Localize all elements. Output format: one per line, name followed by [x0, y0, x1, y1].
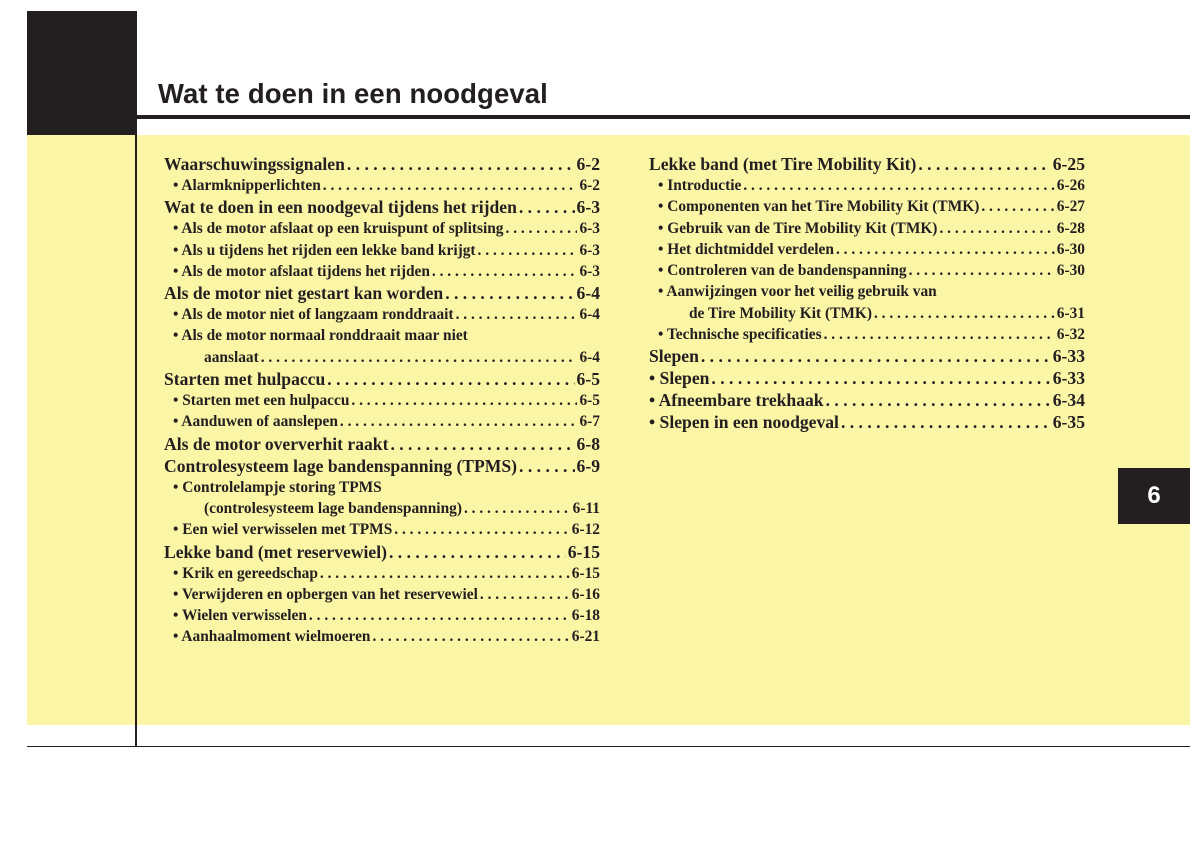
toc-leader-dots	[519, 455, 575, 477]
toc-leader-dots	[909, 260, 1055, 281]
toc-leader-dots	[836, 239, 1055, 260]
toc-leader-dots	[347, 153, 575, 175]
toc-entry-text: • Gebruik van de Tire Mobility Kit (TMK)	[658, 219, 938, 237]
toc-entry-text: • Starten met een hulpaccu	[173, 392, 350, 410]
toc-leader-dots	[261, 347, 578, 368]
toc-page-number: 6-15	[571, 564, 600, 582]
toc-page-number: 6-8	[576, 433, 600, 454]
toc-page-number: 6-3	[579, 241, 600, 259]
toc-page-number: 6-3	[579, 262, 600, 280]
toc-subentry[interactable]	[164, 175, 600, 196]
toc-leader-dots	[711, 367, 1050, 389]
toc-leader-dots	[939, 218, 1054, 239]
toc-leader-dots	[841, 411, 1051, 433]
toc-leader-dots	[506, 218, 578, 239]
toc-entry[interactable]	[164, 196, 600, 218]
toc-page-number: 6-30	[1056, 262, 1085, 280]
toc-page-number: 6-5	[576, 369, 600, 390]
toc-entry-text: • Introductie	[658, 177, 742, 194]
toc-subentry[interactable]	[164, 477, 600, 498]
toc-column-left	[164, 153, 600, 648]
toc-leader-dots	[824, 324, 1055, 345]
toc-entry[interactable]	[164, 282, 600, 304]
toc-entry-text: • Controleren van de bandenspanning	[658, 262, 907, 280]
toc-subentry[interactable]	[164, 411, 600, 432]
toc-subentry[interactable]	[649, 303, 1085, 324]
toc-subentry[interactable]	[164, 218, 600, 239]
toc-entry[interactable]	[164, 541, 600, 563]
toc-leader-dots	[701, 345, 1051, 367]
title-rule	[137, 115, 1190, 119]
toc-subentry[interactable]	[164, 325, 600, 346]
toc-subentry[interactable]	[164, 605, 600, 626]
toc-entry-text: • Verwijderen en opbergen van het reservewiel	[173, 585, 478, 603]
toc-subentry[interactable]	[164, 498, 600, 519]
toc-entry-text: aanslaat	[204, 348, 259, 366]
toc-entry-text: • Als de motor afslaat tijdens het rijden	[173, 262, 430, 280]
toc-entry-text: de Tire Mobility Kit (TMK)	[689, 304, 872, 322]
toc-entry[interactable]	[164, 433, 600, 455]
toc-page-number: 6-2	[576, 154, 600, 174]
toc-page-number: 6-11	[572, 499, 600, 517]
toc-entry-text: • Het dichtmiddel verdelen	[658, 240, 834, 258]
toc-entry-text: Starten met hulpaccu	[164, 369, 326, 390]
toc-page-number: 6-15	[567, 541, 600, 562]
toc-page-number: 6-12	[571, 521, 600, 539]
toc-page-number: 6-3	[576, 197, 600, 218]
toc-page-number: 6-27	[1056, 198, 1085, 216]
toc-page-number: 6-34	[1052, 390, 1085, 411]
toc-page-number: 6-2	[579, 177, 600, 194]
toc-entry-text: Lekke band (met reservewiel)	[164, 541, 387, 562]
toc-page-number: 6-7	[579, 413, 600, 431]
toc-subentry[interactable]	[649, 281, 1085, 302]
toc-entry-text: Lekke band (met Tire Mobility Kit)	[649, 154, 917, 174]
toc-page-number: 6-4	[579, 348, 600, 366]
toc-entry-text: • Slepen	[649, 368, 710, 389]
toc-entry-text: • Als de motor afslaat op een kruispunt of splitsing	[173, 220, 504, 238]
toc-page-number: 6-16	[571, 585, 600, 603]
toc-entry[interactable]	[649, 367, 1085, 389]
toc-leader-dots	[320, 563, 570, 584]
toc-subentry[interactable]	[164, 261, 600, 282]
toc-entry-text: Als de motor niet gestart kan worden	[164, 283, 444, 304]
toc-entry-text: • Aanwijzingen voor het veilig gebruik van	[658, 283, 937, 301]
toc-leader-dots	[394, 519, 570, 540]
toc-subentry[interactable]	[649, 324, 1085, 345]
toc-entry-text: • Krik en gereedschap	[173, 564, 318, 582]
page-title: Wat te doen in een noodgeval	[158, 78, 548, 109]
toc-entry-text: Waarschuwingssignalen	[164, 154, 345, 174]
toc-page-number: 6-30	[1056, 240, 1085, 258]
toc-entry-text: Controlesysteem lage bandenspanning (TPMS)	[164, 455, 518, 476]
toc-subentry[interactable]	[649, 260, 1085, 281]
toc-entry[interactable]	[164, 455, 600, 477]
toc-subentry[interactable]	[649, 175, 1085, 196]
toc-entry[interactable]	[164, 153, 600, 175]
toc-leader-dots	[480, 584, 570, 605]
toc-leader-dots	[389, 541, 566, 563]
toc-leader-dots	[918, 153, 1050, 175]
toc-subentry[interactable]	[164, 626, 600, 647]
toc-subentry[interactable]	[164, 304, 600, 325]
toc-leader-dots	[432, 261, 578, 282]
toc-page-number: 6-21	[571, 628, 600, 646]
toc-leader-dots	[456, 304, 578, 325]
toc-page-number: 6-33	[1052, 368, 1085, 389]
toc-page-number: 6-35	[1052, 412, 1085, 433]
toc-entry[interactable]	[649, 153, 1085, 175]
toc-page-number: 6-3	[579, 220, 600, 238]
toc-subentry[interactable]	[164, 519, 600, 540]
margin-rule	[135, 135, 137, 747]
toc-column-right	[649, 153, 1085, 433]
toc-leader-dots	[743, 175, 1054, 196]
toc-entry-text: • Controlelampje storing TPMS	[173, 478, 382, 496]
toc-leader-dots	[390, 433, 574, 455]
corner-black-block	[27, 11, 137, 135]
toc-leader-dots	[519, 196, 575, 218]
toc-page-number: 6-9	[576, 455, 600, 476]
toc-page-number: 6-26	[1056, 177, 1085, 194]
toc-subentry[interactable]	[164, 584, 600, 605]
toc-subentry[interactable]	[164, 240, 600, 261]
bottom-rule	[27, 746, 1190, 747]
chapter-tab[interactable]: 6	[1118, 468, 1190, 524]
toc-entry-text: • Afneembare trekhaak	[649, 390, 824, 411]
toc-entry-text: • Als de motor normaal ronddraait maar niet	[173, 327, 468, 345]
toc-entry-text: • Wielen verwisselen	[173, 607, 307, 625]
toc-leader-dots	[981, 196, 1054, 217]
toc-leader-dots	[327, 368, 574, 390]
toc-page-number: 6-25	[1052, 154, 1085, 174]
toc-entry-text: Slepen	[649, 346, 699, 367]
toc-leader-dots	[351, 390, 577, 411]
toc-page-number: 6-18	[571, 607, 600, 625]
toc-leader-dots	[445, 282, 574, 304]
toc-entry-text: • Slepen in een noodgeval	[649, 412, 839, 433]
toc-leader-dots	[874, 303, 1055, 324]
toc-subentry[interactable]	[649, 218, 1085, 239]
toc-leader-dots	[340, 411, 578, 432]
toc-page-number: 6-32	[1056, 326, 1085, 344]
toc-entry[interactable]	[649, 389, 1085, 411]
toc-entry-text: • Als u tijdens het rijden een lekke band krijgt	[173, 241, 476, 259]
toc-entry[interactable]	[164, 368, 600, 390]
toc-subentry[interactable]	[649, 239, 1085, 260]
toc-leader-dots	[372, 626, 569, 647]
toc-leader-dots	[464, 498, 571, 519]
toc-page-number: 6-4	[579, 306, 600, 324]
toc-entry-text: • Als de motor niet of langzaam ronddraait	[173, 306, 454, 324]
toc-page-number: 6-31	[1056, 304, 1085, 322]
toc-entry-text: • Een wiel verwisselen met TPMS	[173, 521, 393, 539]
toc-entry-text: • Aanhaalmoment wielmoeren	[173, 628, 371, 646]
toc-leader-dots	[478, 240, 578, 261]
toc-page-number: 6-5	[579, 392, 600, 410]
toc-entry-text: Als de motor oververhit raakt	[164, 433, 389, 454]
toc-entry[interactable]	[649, 411, 1085, 433]
toc-page-number: 6-28	[1056, 219, 1085, 237]
toc-subentry[interactable]	[164, 390, 600, 411]
toc-entry-text: • Componenten van het Tire Mobility Kit (TMK)	[658, 198, 980, 216]
toc-leader-dots	[323, 175, 578, 196]
toc-subentry[interactable]	[164, 563, 600, 584]
toc-entry-text: • Aanduwen of aanslepen	[173, 413, 338, 431]
toc-page-number: 6-4	[576, 283, 600, 304]
toc-leader-dots	[309, 605, 570, 626]
toc-entry-text: Wat te doen in een noodgeval tijdens het rijden	[164, 197, 517, 218]
toc-entry-text: • Alarmknipperlichten	[173, 177, 321, 194]
toc-entry-text: (controlesysteem lage bandenspanning)	[204, 499, 462, 517]
toc-subentry[interactable]	[649, 196, 1085, 217]
toc-entry[interactable]	[649, 345, 1085, 367]
toc-page-number: 6-33	[1052, 346, 1085, 367]
toc-subentry[interactable]	[164, 347, 600, 368]
toc-entry-text: • Technische specificaties	[658, 326, 822, 344]
toc-leader-dots	[826, 389, 1051, 411]
